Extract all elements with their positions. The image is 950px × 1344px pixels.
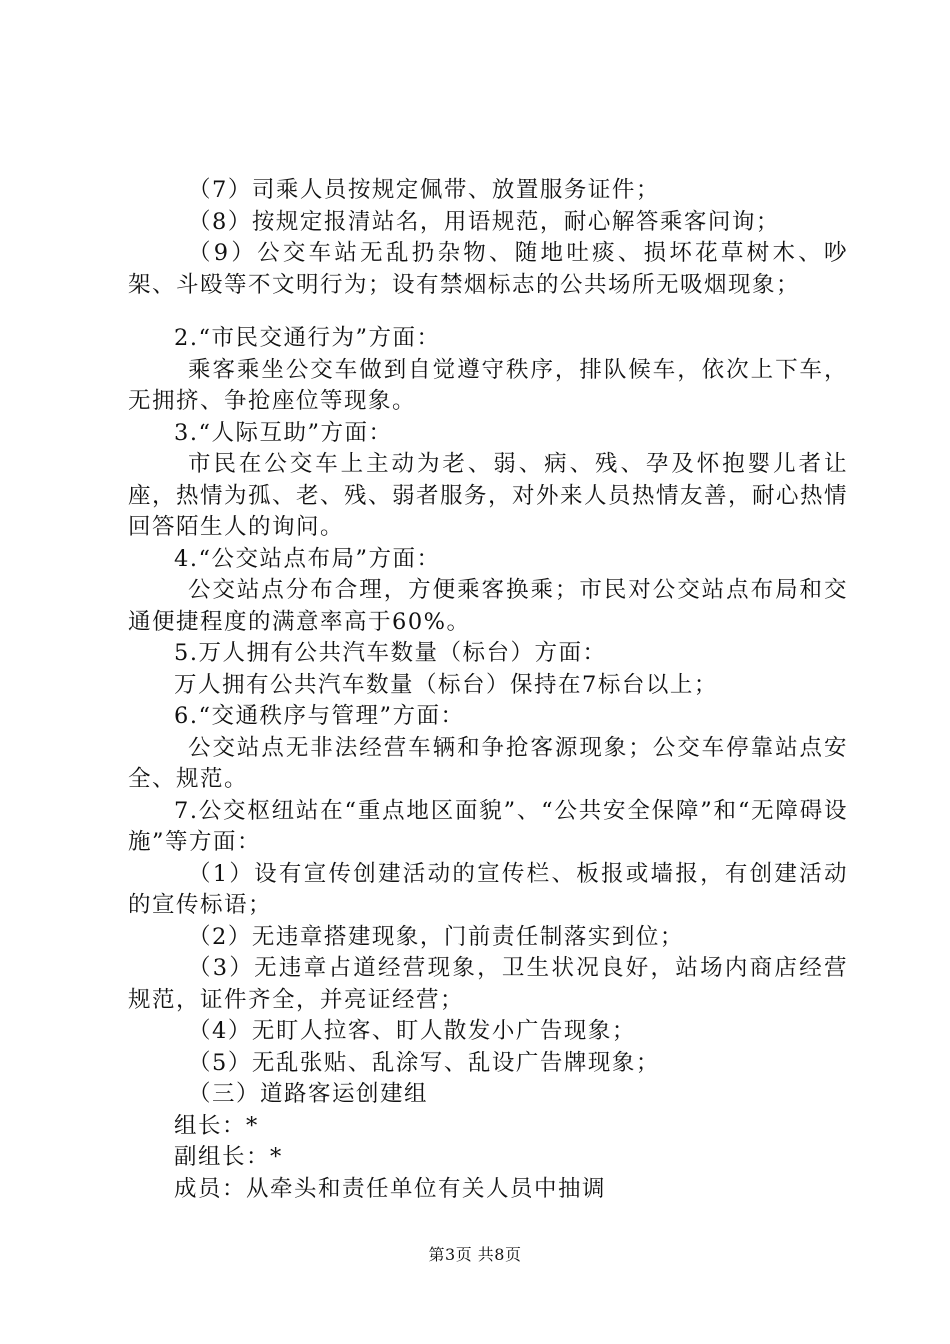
paragraph: 乘客乘坐公交车做到自觉遵守秩序，排队候车，依次上下车，无拥挤、争抢座位等现象。 [128,356,848,414]
section-heading: （三）道路客运创建组 [188,1081,429,1107]
paragraph: 公交站点分布合理，方便乘客换乘；市民对公交站点布局和交通便捷程度的满意率高于60%。 [128,577,848,635]
paragraph: 副组长：* [174,1144,283,1170]
page-number-footer: 第3页 共8页 [428,1245,522,1264]
paragraph: （2）无违章搭建现象，门前责任制落实到位； [188,923,684,950]
paragraph: 万人拥有公共汽车数量（标台）保持在7标台以上； [174,671,718,698]
paragraph: （8）按规定报清站名，用语规范，耐心解答乘客问询； [188,208,780,235]
paragraph: （3）无违章占道经营现象，卫生状况良好，站场内商店经营规范，证件齐全，并亮证经营； [128,955,848,1013]
section-heading: 2.“市民交通行为”方面： [174,325,441,351]
section-heading: 4.“公交站点布局”方面： [174,545,441,572]
section-heading: 5.万人拥有公共汽车数量（标台）方面： [174,640,607,666]
paragraph: （1）设有宣传创建活动的宣传栏、板报或墙报，有创建活动的宣传标语； [128,860,848,918]
paragraph: （5）无乱张贴、乱涂写、乱设广告牌现象； [188,1049,660,1076]
paragraph: （4）无盯人拉客、盯人散发小广告现象； [188,1018,636,1044]
paragraph: 公交站点无非法经营车辆和争抢客源现象；公交车停靠站点安全、规范。 [128,734,848,792]
section-heading: 7.公交枢纽站在“重点地区面貌”、“公共安全保障”和“无障碍设施”等方面： [128,797,848,855]
paragraph: （7）司乘人员按规定佩带、放置服务证件； [188,177,660,203]
paragraph: 成员：从牵头和责任单位有关人员中抽调 [174,1175,607,1202]
paragraph: 组长：* [174,1112,259,1139]
section-heading: 6.“交通秩序与管理”方面： [174,703,465,729]
paragraph: 市民在公交车上主动为老、弱、病、残、孕及怀抱婴儿者让座，热情为孤、老、残、弱者服务，对外来人员热情友善，耐心热情回答陌生人的询问。 [128,451,849,540]
paragraph: （9）公交车站无乱扔杂物、随地吐痰、损坏花草树木、吵架、斗殴等不文明行为；设有禁烟标志的公共场所无吸烟现象； [128,240,848,298]
document-body [128,175,848,1205]
section-heading: 3.“人际互助”方面： [174,419,393,446]
